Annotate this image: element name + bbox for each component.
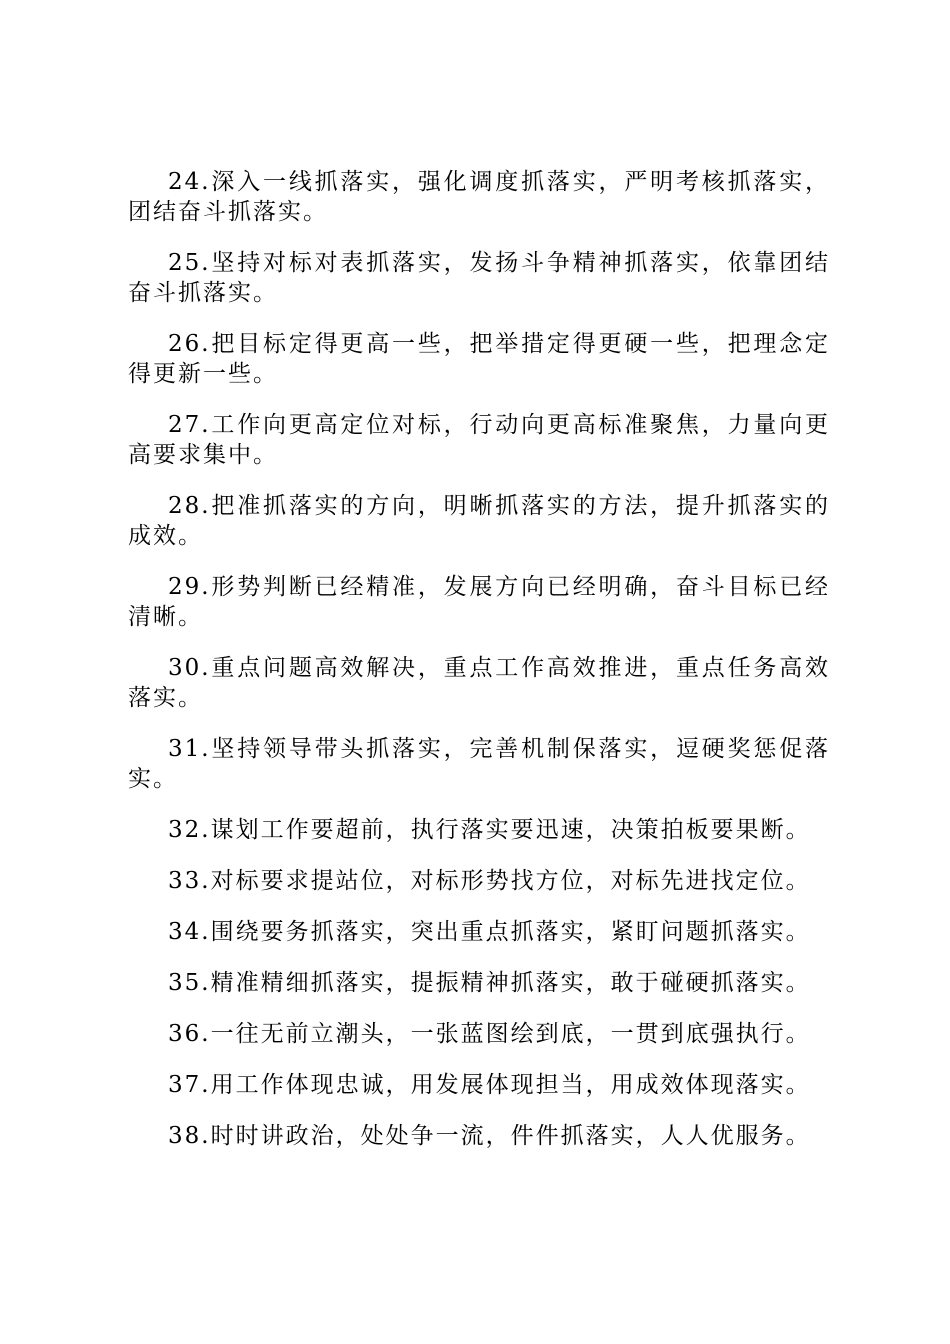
list-item-34: 34.围绕要务抓落实，突出重点抓落实，紧盯问题抓落实。 <box>168 919 811 945</box>
list-item-28: 28.把准抓落实的方向，明晰抓落实的方法，提升抓落实的成效。 <box>128 493 830 549</box>
list-item-31: 31.坚持领导带头抓落实，完善机制保落实，逗硬奖惩促落实。 <box>128 736 830 792</box>
list-item-27: 27.工作向更高定位对标，行动向更高标准聚焦，力量向更高要求集中。 <box>128 412 830 468</box>
list-item-25: 25.坚持对标对表抓落实，发扬斗争精神抓落实，依靠团结奋斗抓落实。 <box>128 250 830 306</box>
list-item-35: 35.精准精细抓落实，提振精神抓落实，敢于碰硬抓落实。 <box>168 970 811 996</box>
list-item-26: 26.把目标定得更高一些，把举措定得更硬一些，把理念定得更新一些。 <box>128 331 830 387</box>
list-item-24: 24.深入一线抓落实，强化调度抓落实，严明考核抓落实，团结奋斗抓落实。 <box>128 169 830 225</box>
list-item-29: 29.形势判断已经精准，发展方向已经明确，奋斗目标已经清晰。 <box>128 574 830 630</box>
list-item-33: 33.对标要求提站位，对标形势找方位，对标先进找定位。 <box>168 868 811 894</box>
list-item-30: 30.重点问题高效解决，重点工作高效推进，重点任务高效落实。 <box>128 655 830 711</box>
list-item-32: 32.谋划工作要超前，执行落实要迅速，决策拍板要果断。 <box>168 817 811 843</box>
list-item-38: 38.时时讲政治，处处争一流，件件抓落实，人人优服务。 <box>168 1123 811 1149</box>
list-item-36: 36.一往无前立潮头，一张蓝图绘到底，一贯到底强执行。 <box>168 1021 811 1047</box>
list-item-37: 37.用工作体现忠诚，用发展体现担当，用成效体现落实。 <box>168 1072 811 1098</box>
document-body <box>128 167 830 1172</box>
